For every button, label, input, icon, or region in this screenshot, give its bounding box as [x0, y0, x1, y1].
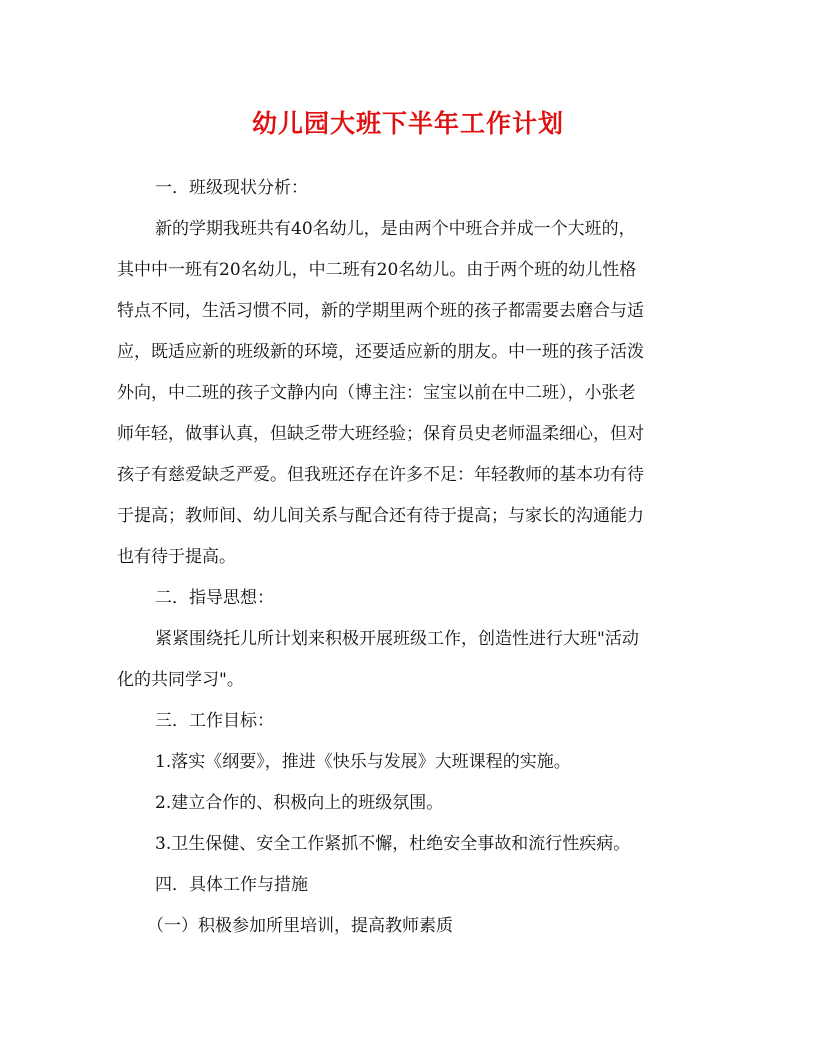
paragraph-line: 紧紧围绕托儿所计划来积极开展班级工作，创造性进行大班"活动: [155, 629, 639, 649]
goal-item-2: 2.建立合作的、积极向上的班级氛围。: [155, 793, 444, 813]
paragraph-line: 特点不同，生活习惯不同，新的学期里两个班的孩子都需要去磨合与适: [117, 301, 644, 321]
paragraph-line: 化的共同学习"。: [117, 670, 244, 690]
paragraph-line: 也有待于提高。: [117, 547, 236, 567]
paragraph-line: 师年轻，做事认真，但缺乏带大班经验；保育员史老师温柔细心，但对: [117, 424, 644, 444]
section-heading-1: 一．班级现状分析：: [155, 178, 308, 198]
paragraph-line: 孩子有慈爱缺乏严爱。但我班还存在许多不足：年轻教师的基本功有待: [117, 465, 644, 485]
paragraph-line: 外向，中二班的孩子文静内向（博主注：宝宝以前在中二班），小张老: [117, 383, 636, 403]
paragraph-line: 应，既适应新的班级新的环境，还要适应新的朋友。中一班的孩子活泼: [117, 342, 644, 362]
document-title: 幼儿园大班下半年工作计划: [251, 109, 564, 138]
section-heading-3: 三．工作目标：: [155, 711, 274, 731]
document-body: [117, 168, 699, 947]
section-heading-2: 二．指导思想：: [155, 588, 274, 608]
goal-item-1: 1.落实《纲要》，推进《快乐与发展》大班课程的实施。: [155, 752, 571, 772]
subsection-heading-1: （一）积极参加所里培训，提高教师素质: [147, 916, 453, 936]
section-heading-4: 四．具体工作与措施: [155, 875, 308, 895]
paragraph-line: 其中中一班有20名幼儿，中二班有20名幼儿。由于两个班的幼儿性格: [117, 260, 637, 280]
paragraph-line: 于提高；教师间、幼儿间关系与配合还有待于提高；与家长的沟通能力: [117, 506, 644, 526]
goal-item-3: 3.卫生保健、安全工作紧抓不懈，杜绝安全事故和流行性疾病。: [155, 834, 631, 854]
paragraph-line: 新的学期我班共有40名幼儿，是由两个中班合并成一个大班的，: [155, 219, 636, 239]
